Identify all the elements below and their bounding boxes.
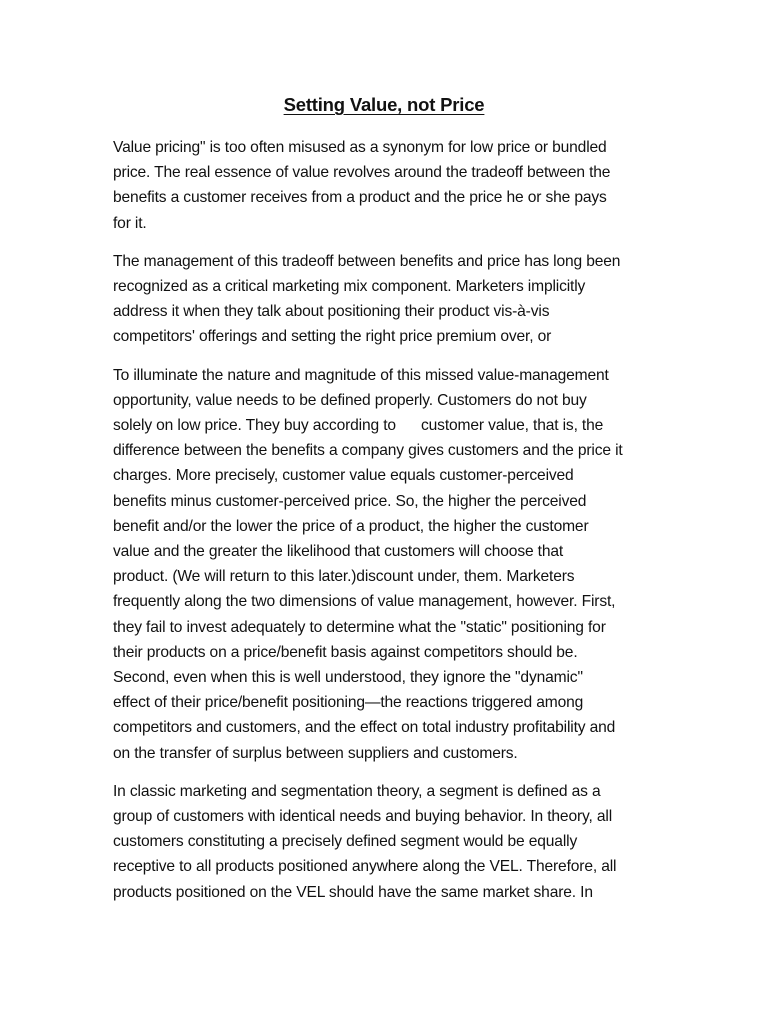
paragraph: [113, 779, 659, 905]
paragraph-line: Value pricing" is too often misused as a synonym for low price or bundled: [113, 139, 607, 156]
paragraph-line: solely on low price. They buy according to customer value, that is, the: [113, 417, 604, 435]
paragraph-line: competitors and customers, and the effect on total industry profitability and: [113, 719, 616, 737]
paragraph-line: opportunity, value needs to be defined properly. Customers do not buy: [113, 391, 587, 409]
paragraph-line: Second, even when this is well understood, they ignore the "dynamic": [113, 669, 583, 687]
paragraph: [113, 135, 659, 236]
paragraph-line: product. (We will return to this later.)discount under, them. Marketers: [113, 568, 575, 586]
paragraph: [113, 363, 659, 766]
document-body: [113, 135, 659, 918]
paragraph-line: difference between the benefits a company gives customers and the price it: [113, 442, 623, 460]
paragraph-line: customers constituting a precisely defined segment would be equally: [113, 833, 578, 851]
paragraph-line: for it.: [113, 214, 147, 232]
paragraph-line: their products on a price/benefit basis against competitors should be.: [113, 643, 578, 661]
paragraph-line: competitors' offerings and setting the right price premium over, or: [113, 328, 552, 346]
paragraph-line: The management of this tradeoff between benefits and price has long been: [113, 252, 621, 270]
paragraph-line: To illuminate the nature and magnitude of this missed value-management: [113, 366, 609, 384]
paragraph-line: benefits minus customer-perceived price. So, the higher the perceived: [113, 492, 587, 510]
paragraph-line: charges. More precisely, customer value equals customer-perceived: [113, 467, 574, 485]
paragraph-line: on the transfer of surplus between suppliers and customers.: [113, 744, 518, 762]
paragraph-line: effect of their price/benefit positioning—the reactions triggered among: [113, 694, 584, 712]
paragraph-line: In classic marketing and segmentation theory, a segment is defined as a: [113, 782, 601, 800]
paragraph-line: recognized as a critical marketing mix component. Marketers implicitly: [113, 278, 586, 296]
paragraph-line: group of customers with identical needs and buying behavior. In theory, all: [113, 808, 613, 826]
paragraph-line: receptive to all products positioned anywhere along the VEL. Therefore, all: [113, 858, 617, 876]
paragraph-line: benefits a customer receives from a product and the price he or she pays: [113, 189, 607, 207]
paragraph-line: benefit and/or the lower the price of a product, the higher the customer: [113, 517, 589, 535]
paragraph-line: they fail to invest adequately to determine what the "static" positioning for: [113, 618, 606, 636]
paragraph: [113, 249, 659, 350]
paragraph-line: products positioned on the VEL should have the same market share. In: [113, 883, 593, 901]
paragraph-line: price. The real essence of value revolves around the tradeoff between the: [113, 164, 611, 182]
paragraph-line: frequently along the two dimensions of value management, however. First,: [113, 593, 616, 611]
document-title: Setting Value, not Price: [283, 94, 485, 115]
paragraph-line: address it when they talk about positioning their product vis-à-vis: [113, 303, 550, 321]
paragraph-line: value and the greater the likelihood that customers will choose that: [113, 543, 564, 561]
